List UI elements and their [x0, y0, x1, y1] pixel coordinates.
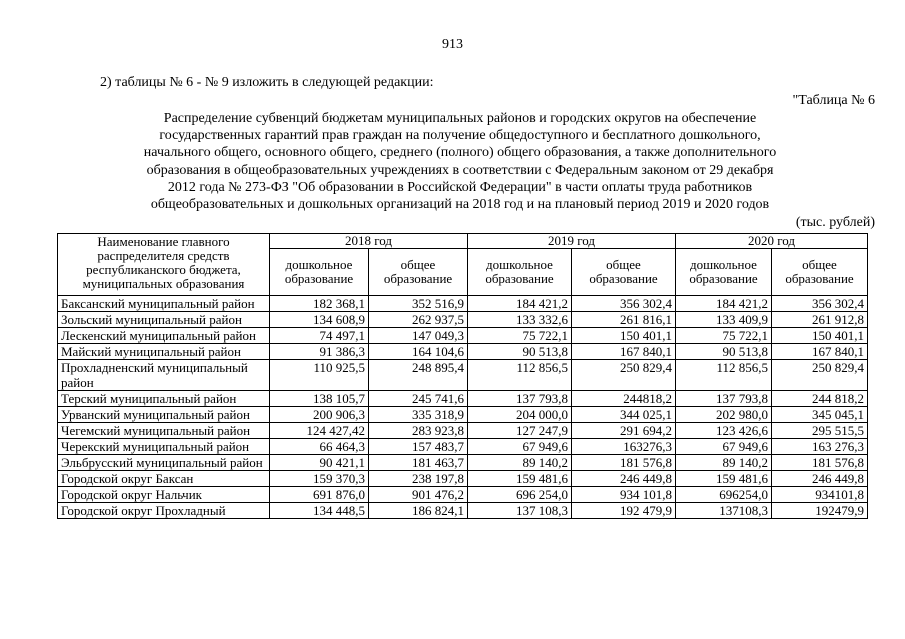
value-cell: 335 318,9 [369, 407, 468, 423]
title-line: 2012 года № 273-ФЗ "Об образовании в Российской Федерации" в части оплаты труда работников [167, 179, 753, 195]
value-cell: 186 824,1 [369, 503, 468, 519]
value-cell: 137108,3 [676, 503, 772, 519]
value-cell: 91 386,3 [270, 344, 369, 360]
value-cell: 181 576,8 [772, 455, 868, 471]
general-header: общее образование [369, 249, 468, 296]
year-header: 2020 год [676, 234, 868, 249]
table-label: "Таблица № 6 [792, 93, 875, 108]
municipality-name: Урванский муниципальный район [58, 407, 270, 423]
value-cell: 127 247,9 [468, 423, 572, 439]
units-label: (тыс. рублей) [795, 215, 875, 230]
value-cell: 157 483,7 [369, 439, 468, 455]
municipality-name: Чегемский муниципальный район [58, 423, 270, 439]
value-cell: 112 856,5 [676, 360, 772, 391]
table-row [58, 423, 868, 439]
table-row [58, 328, 868, 344]
value-cell: 138 105,7 [270, 391, 369, 407]
value-cell: 159 370,3 [270, 471, 369, 487]
value-cell: 137 108,3 [468, 503, 572, 519]
value-cell: 164 104,6 [369, 344, 468, 360]
value-cell: 112 856,5 [468, 360, 572, 391]
table-row [58, 471, 868, 487]
value-cell: 934 101,8 [572, 487, 676, 503]
value-cell: 167 840,1 [772, 344, 868, 360]
municipality-name: Прохладненский муниципальный район [58, 360, 270, 391]
value-cell: 184 421,2 [468, 296, 572, 312]
table-row [58, 455, 868, 471]
value-cell: 691 876,0 [270, 487, 369, 503]
title-line: государственных гарантий прав граждан на получение общедоступного и бесплатного дошкольного, [159, 128, 761, 144]
subvention-table [57, 233, 868, 519]
value-cell: 244 818,2 [772, 391, 868, 407]
value-cell: 67 949,6 [468, 439, 572, 455]
value-cell: 110 925,5 [270, 360, 369, 391]
value-cell: 182 368,1 [270, 296, 369, 312]
value-cell: 181 463,7 [369, 455, 468, 471]
value-cell: 89 140,2 [468, 455, 572, 471]
preschool-header: дошкольное образование [468, 249, 572, 296]
table-row [58, 439, 868, 455]
title-line: образования в общеобразовательных учреждениях в соответствии с Федеральным законом от 29 декабря [146, 162, 774, 178]
municipality-name: Майский муниципальный район [58, 344, 270, 360]
value-cell: 200 906,3 [270, 407, 369, 423]
table-row [58, 360, 868, 391]
value-cell: 344 025,1 [572, 407, 676, 423]
value-cell: 124 427,42 [270, 423, 369, 439]
value-cell: 295 515,5 [772, 423, 868, 439]
value-cell: 246 449,8 [572, 471, 676, 487]
value-cell: 163 276,3 [772, 439, 868, 455]
table-row [58, 503, 868, 519]
value-cell: 163276,3 [572, 439, 676, 455]
title-line: начального общего, основного общего, среднего (полного) общего образования, а также дополнительного [143, 145, 777, 161]
value-cell: 261 912,8 [772, 312, 868, 328]
table-row [58, 407, 868, 423]
title-line: Распределение субвенций бюджетам муниципальных районов и городских округов на обеспечение [163, 111, 757, 126]
page-number: 913 [442, 37, 463, 52]
value-cell: 184 421,2 [676, 296, 772, 312]
value-cell: 246 449,8 [772, 471, 868, 487]
value-cell: 352 516,9 [369, 296, 468, 312]
value-cell: 137 793,8 [676, 391, 772, 407]
table-title [80, 110, 840, 213]
value-cell: 192 479,9 [572, 503, 676, 519]
value-cell: 345 045,1 [772, 407, 868, 423]
value-cell: 147 049,3 [369, 328, 468, 344]
value-cell: 244818,2 [572, 391, 676, 407]
value-cell: 90 513,8 [676, 344, 772, 360]
value-cell: 901 476,2 [369, 487, 468, 503]
value-cell: 283 923,8 [369, 423, 468, 439]
municipality-name: Черекский муниципальный район [58, 439, 270, 455]
value-cell: 262 937,5 [369, 312, 468, 328]
municipality-name: Городской округ Прохладный [58, 503, 270, 519]
title-line: общеобразовательных и дошкольных организаций на 2018 год и на плановый период 2019 и 2020 годов [150, 197, 770, 213]
value-cell: 134 448,5 [270, 503, 369, 519]
value-cell: 75 722,1 [676, 328, 772, 344]
municipality-name: Зольский муниципальный район [58, 312, 270, 328]
value-cell: 696 254,0 [468, 487, 572, 503]
name-column-header: Наименование главного распределителя средств республиканского бюджета, муниципальных образования [58, 234, 270, 296]
year-header: 2019 год [468, 234, 676, 249]
table-body [58, 296, 868, 519]
value-cell: 123 426,6 [676, 423, 772, 439]
value-cell: 934101,8 [772, 487, 868, 503]
header-row-years [58, 234, 868, 249]
municipality-name: Эльбрусский муниципальный район [58, 455, 270, 471]
value-cell: 133 332,6 [468, 312, 572, 328]
value-cell: 159 481,6 [468, 471, 572, 487]
value-cell: 356 302,4 [772, 296, 868, 312]
value-cell: 192479,9 [772, 503, 868, 519]
intro-text: 2) таблицы № 6 - № 9 изложить в следующей редакции: [100, 75, 434, 90]
value-cell: 181 576,8 [572, 455, 676, 471]
value-cell: 66 464,3 [270, 439, 369, 455]
value-cell: 261 816,1 [572, 312, 676, 328]
table-row [58, 344, 868, 360]
table-row [58, 296, 868, 312]
year-header: 2018 год [270, 234, 468, 249]
value-cell: 248 895,4 [369, 360, 468, 391]
table-row [58, 312, 868, 328]
table-row [58, 487, 868, 503]
municipality-name: Городской округ Нальчик [58, 487, 270, 503]
value-cell: 67 949,6 [676, 439, 772, 455]
general-header: общее образование [772, 249, 868, 296]
value-cell: 204 000,0 [468, 407, 572, 423]
table-row [58, 391, 868, 407]
municipality-name: Терский муниципальный район [58, 391, 270, 407]
value-cell: 89 140,2 [676, 455, 772, 471]
value-cell: 245 741,6 [369, 391, 468, 407]
preschool-header: дошкольное образование [676, 249, 772, 296]
value-cell: 150 401,1 [772, 328, 868, 344]
value-cell: 250 829,4 [772, 360, 868, 391]
value-cell: 137 793,8 [468, 391, 572, 407]
value-cell: 133 409,9 [676, 312, 772, 328]
value-cell: 202 980,0 [676, 407, 772, 423]
value-cell: 74 497,1 [270, 328, 369, 344]
value-cell: 150 401,1 [572, 328, 676, 344]
value-cell: 356 302,4 [572, 296, 676, 312]
value-cell: 90 513,8 [468, 344, 572, 360]
value-cell: 167 840,1 [572, 344, 676, 360]
municipality-name: Баксанский муниципальный район [58, 296, 270, 312]
value-cell: 291 694,2 [572, 423, 676, 439]
municipality-name: Городской округ Баксан [58, 471, 270, 487]
value-cell: 75 722,1 [468, 328, 572, 344]
municipality-name: Лескенский муниципальный район [58, 328, 270, 344]
value-cell: 134 608,9 [270, 312, 369, 328]
general-header: общее образование [572, 249, 676, 296]
preschool-header: дошкольное образование [270, 249, 369, 296]
value-cell: 250 829,4 [572, 360, 676, 391]
value-cell: 696254,0 [676, 487, 772, 503]
value-cell: 90 421,1 [270, 455, 369, 471]
value-cell: 238 197,8 [369, 471, 468, 487]
value-cell: 159 481,6 [676, 471, 772, 487]
